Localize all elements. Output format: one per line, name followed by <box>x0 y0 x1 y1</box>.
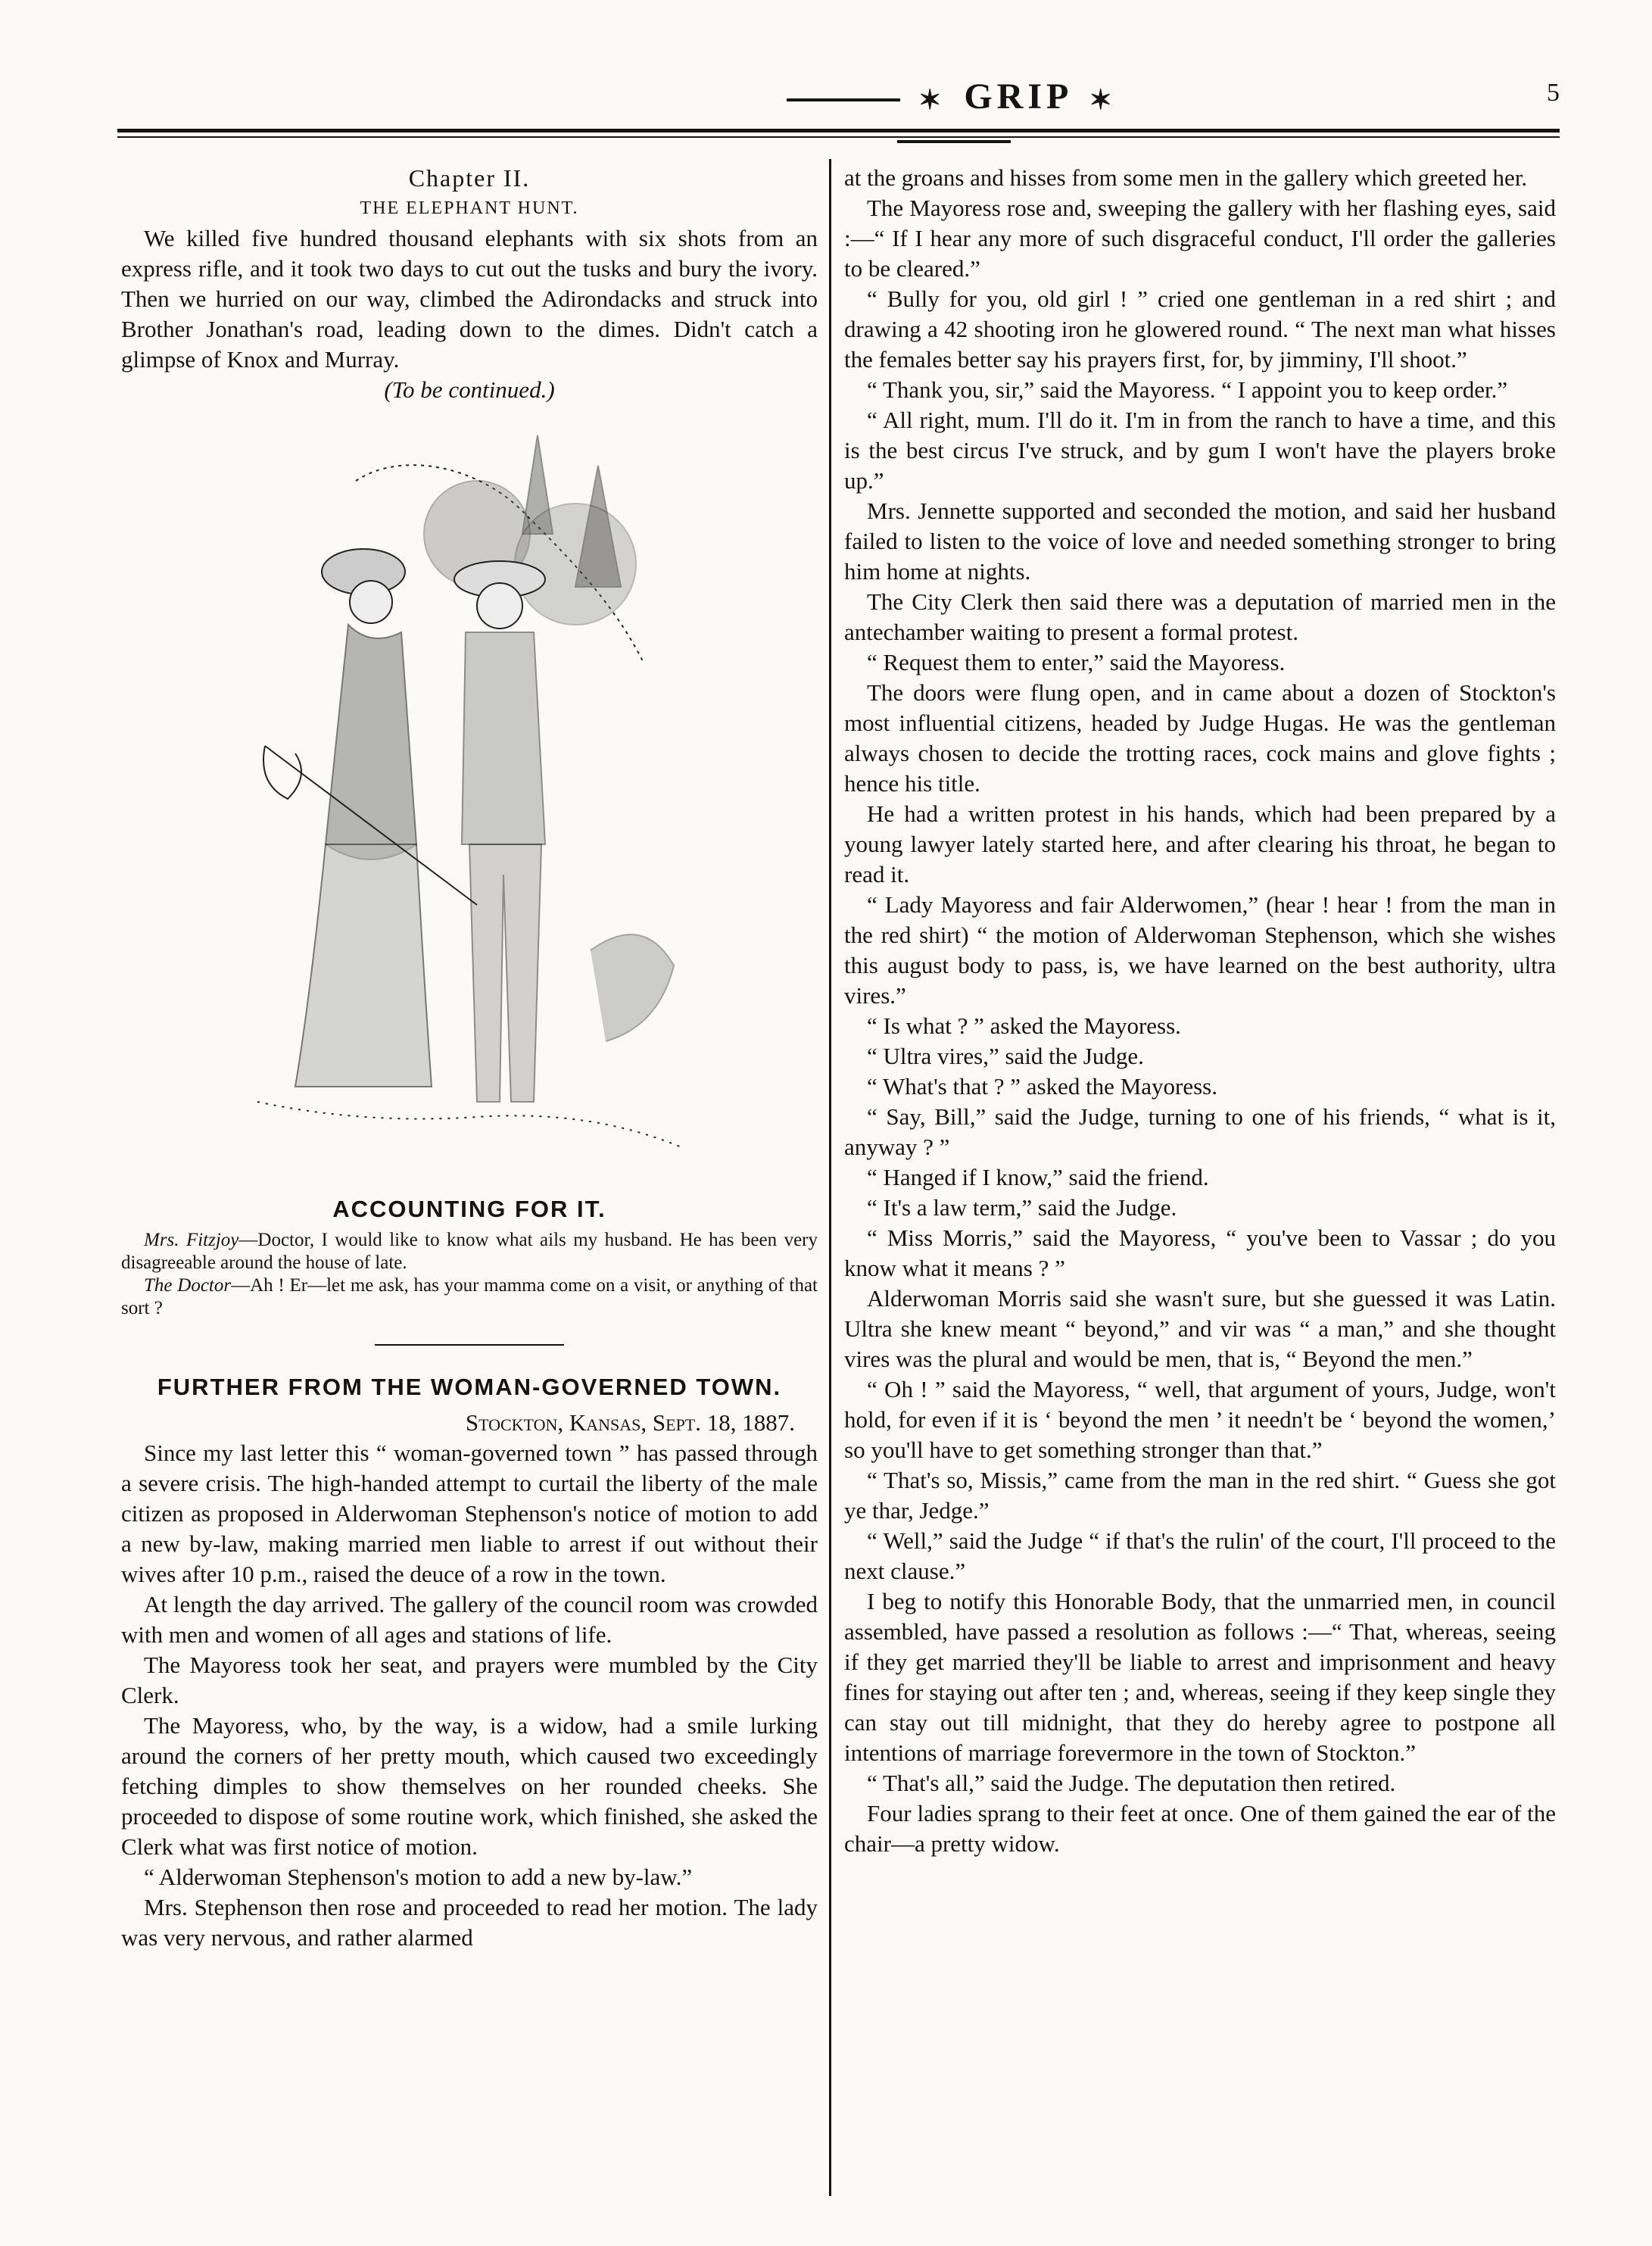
paragraph: I beg to notify this Honorable Body, that the unmarried men, in council assembled, have passed a resolution as follows :—“ That, whereas, seeing if they get married they'll be liable to arrest and imprisonment and heavy fines for staying out after ten ; and, whereas, seeing if they keep single they can stay out till midnight, that they do hereby agree to postpone all intentions of marriage forevermore in the town of Stockton.” <box>844 1588 1556 1766</box>
speaker-label: Mrs. Fitzjoy <box>144 1230 239 1250</box>
paragraph: Four ladies sprang to their feet at once. One of them gained the ear of the chair—a pretty widow. <box>844 1800 1556 1857</box>
star-ornament-icon: ✶ <box>918 84 946 115</box>
caption-text: —Ah ! Er—let me ask, has your mamma come on a visit, or anything of that sort ? <box>121 1275 818 1318</box>
paragraph: “ All right, mum. I'll do it. I'm in from the ranch to have a time, and this is the best circus I've struck, and by gum I won't have the players broke up.” <box>844 407 1556 494</box>
paragraph: “ Is what ? ” asked the Mayoress. <box>867 1012 1181 1039</box>
paragraph: “ What's that ? ” asked the Mayoress. <box>867 1073 1217 1100</box>
masthead-rule-right <box>897 140 1011 143</box>
masthead <box>727 76 1181 159</box>
chapter-subhead: THE ELEPHANT HUNT. <box>360 198 579 218</box>
paragraph: “ Ultra vires,” said the Judge. <box>867 1043 1144 1069</box>
paragraph: We killed five hundred thousand elephants with six shots from an express rifle, and it took two days to cut out the tusks and bury the ivory. Then we hurried on our way, climbed the Adirondacks and struck into Brother Jonathan's road, leading down to the dimes. Didn't catch a glimpse of Knox and Murray. <box>121 225 818 373</box>
paragraph: The doors were flung open, and in came about a dozen of Stockton's most influential citizens, headed by Judge Hugas. He was the gentleman always chosen to decide the trotting races, cock mains and glove fights ; hence his title. <box>844 679 1556 797</box>
paragraph: “ Well,” said the Judge “ if that's the rulin' of the court, I'll proceed to the next clause.” <box>844 1527 1556 1584</box>
paragraph: “ That's all,” said the Judge. The deputation then retired. <box>867 1770 1396 1796</box>
paragraph: Mrs. Jennette supported and seconded the motion, and said her husband failed to listen to the voice of love and needed something stronger to bring him home at nights. <box>844 498 1556 585</box>
paragraph: The Mayoress rose and, sweeping the gallery with her flashing eyes, said :—“ If I hear any more of such disgraceful conduct, I'll order the galleries to be cleared.” <box>844 195 1556 282</box>
article-title: FURTHER FROM THE WOMAN-GOVERNED TOWN. <box>157 1374 782 1400</box>
paragraph: at the groans and hisses from some men in the gallery which greeted her. <box>844 164 1528 191</box>
left-column <box>121 163 818 1953</box>
star-ornament-icon: ✶ <box>1089 84 1117 115</box>
paragraph: The Mayoress took her seat, and prayers were mumbled by the City Clerk. <box>121 1652 818 1708</box>
paragraph: “ Lady Mayoress and fair Alderwomen,” (hear ! hear ! from the man in the red shirt) “ the motion of Alderwoman Stephenson, which she wishes this august body to pass, is, we have learned on the best authority, ultra vires.” <box>844 891 1556 1009</box>
header-rule-thin <box>117 136 1560 138</box>
paragraph: “ Say, Bill,” said the Judge, turning to one of his friends, “ what is it, anyway ? ” <box>844 1103 1556 1160</box>
header-rule <box>117 129 1560 133</box>
paragraph: “ Alderwoman Stephenson's motion to add a new by-law.” <box>144 1864 693 1890</box>
paragraph: “ Thank you, sir,” said the Mayoress. “ I appoint you to keep order.” <box>867 376 1508 403</box>
to-be-continued: (To be continued.) <box>384 376 555 403</box>
caption-text: —Doctor, I would like to know what ails my husband. He has been very disagreeable around the house of late. <box>121 1230 818 1273</box>
masthead-title: GRIP <box>964 76 1071 117</box>
paragraph: “ It's a law term,” said the Judge. <box>867 1194 1177 1221</box>
cartoon-illustration <box>250 420 689 1185</box>
masthead-rule-left <box>787 98 900 101</box>
paragraph: “ Bully for you, old girl ! ” cried one gentleman in a red shirt ; and drawing a 42 shooting iron he glowered round. “ The next man what hisses the females better say his prayers first, for, by jimminy, I'll shoot.” <box>844 285 1556 373</box>
right-column <box>844 163 1556 1859</box>
paragraph: He had a written protest in his hands, which had been prepared by a young lawyer lately started here, and after clearing his throat, he began to read it. <box>844 800 1556 887</box>
page-number: 5 <box>1547 79 1560 107</box>
paragraph: The City Clerk then said there was a deputation of married men in the antechamber waiting to present a formal protest. <box>844 588 1556 645</box>
chapter-heading: Chapter II. <box>408 164 531 192</box>
paragraph: “ Miss Morris,” said the Mayoress, “ you've been to Vassar ; do you know what it means ? ” <box>844 1224 1556 1281</box>
paragraph: Since my last letter this “ woman-governed town ” has passed through a severe crisis. The high-handed attempt to curtail the liberty of the male citizen as proposed in Alderwoman Stephenson's notice of motion to add a new by-law, making married men liable to arrest if out without their wives after 10 p.m., raised the deuce of a row in the town. <box>121 1440 818 1587</box>
column-divider <box>829 159 831 2196</box>
paragraph: “ Request them to enter,” said the Mayoress. <box>867 649 1286 675</box>
paragraph: “ That's so, Missis,” came from the man in the red shirt. “ Guess she got ye thar, Jedge.” <box>844 1467 1556 1524</box>
paragraph: Alderwoman Morris said she wasn't sure, but she guessed it was Latin. Ultra she knew meant “ beyond,” and vir was “ a man,” and she thought vires was the plural and would be men, that is, “ Beyond the men.” <box>844 1285 1556 1372</box>
paragraph: At length the day arrived. The gallery of the council room was crowded with men and women of all ages and stations of life. <box>121 1591 818 1648</box>
paragraph: Mrs. Stephenson then rose and proceeded to read her motion. The lady was very nervous, and rather alarmed <box>121 1894 818 1951</box>
section-rule <box>375 1344 564 1346</box>
speaker-label: The Doctor <box>144 1275 232 1296</box>
cartoon-caption <box>121 1229 818 1320</box>
paragraph: The Mayoress, who, by the way, is a widow, had a smile lurking around the corners of her pretty mouth, which caused two exceedingly fetching dimples to show themselves on her rounded cheeks. She proceeded to dispose of some routine work, which finished, she asked the Clerk what was first notice of motion. <box>121 1712 818 1860</box>
paragraph: “ Oh ! ” said the Mayoress, “ well, that argument of yours, Judge, won't hold, for even if it is ‘ beyond the men ’ it needn't be ‘ beyond the women,’ so you'll have to get something stronger than that.” <box>844 1376 1556 1463</box>
paragraph: “ Hanged if I know,” said the friend. <box>867 1164 1209 1190</box>
page-header <box>121 68 1560 121</box>
cartoon-title: ACCOUNTING FOR IT. <box>332 1196 606 1222</box>
dateline: Stockton, Kansas, Sept. 18, 1887. <box>465 1409 795 1436</box>
